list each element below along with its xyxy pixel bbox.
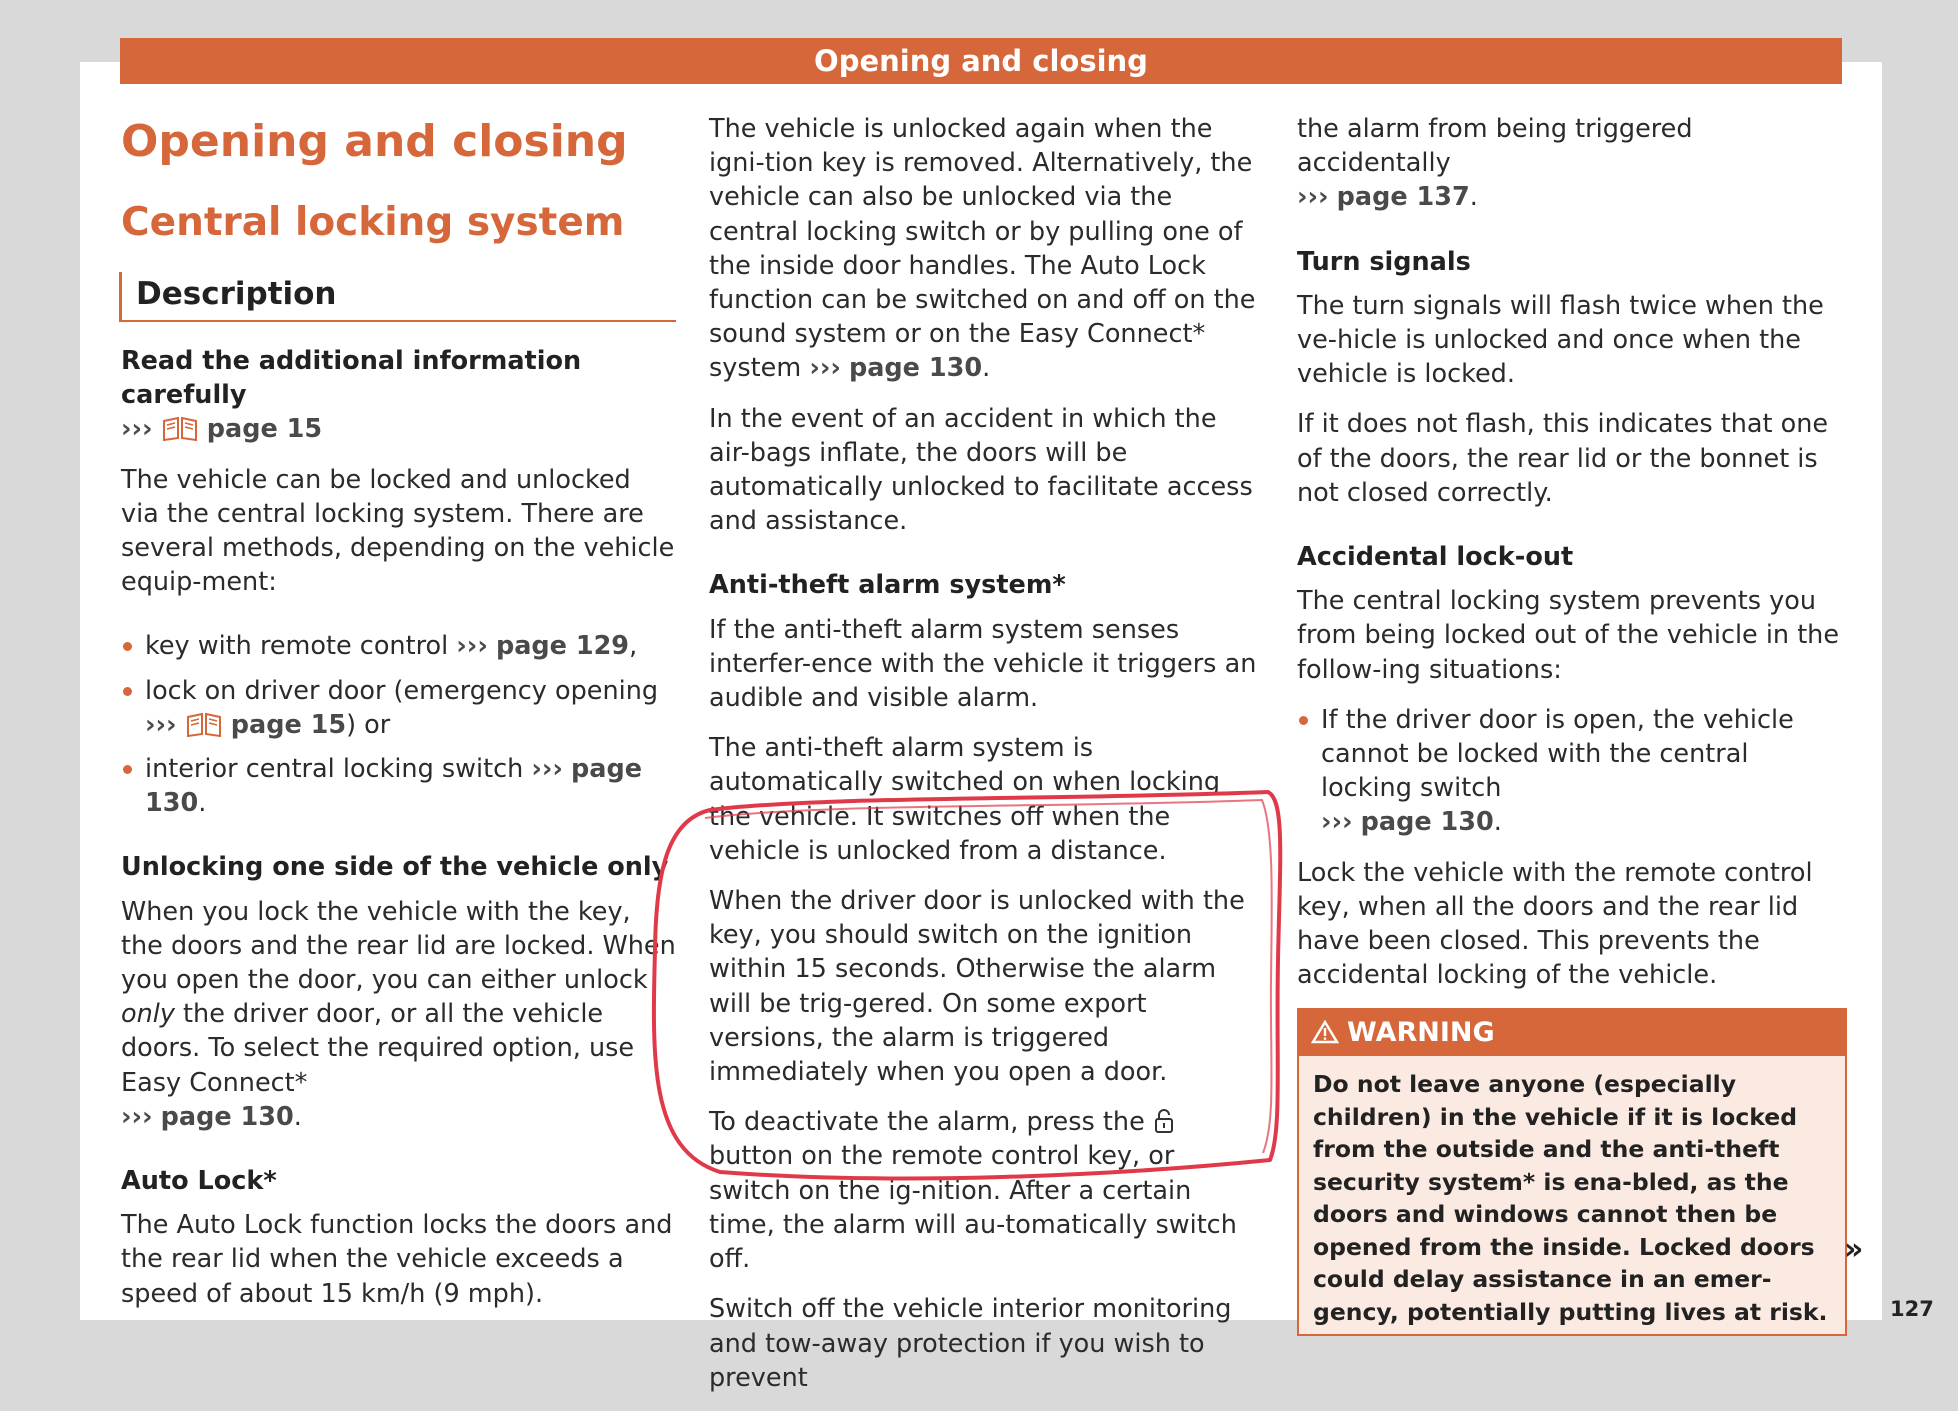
- alarm-paragraph-4: To deactivate the alarm, press the button on the remote control key, or switch on the ig-nition. After a certain time, the alarm will au-tomatically switch off.: [709, 1107, 1237, 1275]
- page-link[interactable]: page 15: [230, 709, 347, 740]
- unlock-icon: [1153, 1108, 1175, 1134]
- lockout-paragraph-2: Lock the vehicle with the remote control key, when all the doors and the rear lid have been closed. This prevents the accidental locking of the vehicle.: [1297, 857, 1813, 991]
- alarm-paragraph-1: If the anti-theft alarm system senses interfer-ence with the vehicle it triggers an audible and visible alarm.: [709, 614, 1257, 714]
- accident-paragraph: In the event of an accident in which the air-bags inflate, the doors will be automatically unlocked to facilitate access and assistance.: [709, 403, 1253, 537]
- header-bar: Opening and closing: [120, 38, 1842, 84]
- turn-signals-heading: Turn signals: [1297, 246, 1471, 277]
- continued-paragraph: the alarm from being triggered accidentally ››› page 137.: [1297, 114, 1693, 213]
- page-link[interactable]: page 130: [145, 754, 643, 819]
- subsection-title: Description: [119, 272, 676, 322]
- list-item: If the driver door is open, the vehicle cannot be locked with the central locking switch ››› page 130.: [1297, 703, 1847, 840]
- turn-paragraph-2: If it does not flash, this indicates that one of the doors, the rear lid or the bonnet is not closed correctly.: [1297, 409, 1829, 508]
- alarm-heading: Anti-theft alarm system*: [709, 570, 1066, 601]
- warning-header: WARNING: [1299, 1010, 1845, 1056]
- page-link[interactable]: page 15: [206, 414, 323, 445]
- unlock-paragraph: When you lock the vehicle with the key, the doors and the rear lid are locked. When you open the door, you can either unlock only the driver door, or all the vehicle doors. To select the required option, use Easy Connect* ››› page 130.: [121, 896, 676, 1132]
- alarm-paragraph-2: The anti-theft alarm system is automatically switched on when locking the vehicle. It switches off when the vehicle is unlocked from a distance.: [709, 733, 1221, 866]
- ref-arrows: ›››: [121, 414, 153, 445]
- autolock-paragraph: The Auto Lock function locks the doors and the rear lid when the vehicle exceeds a speed of about 15 km/h (9 mph).: [121, 1210, 673, 1309]
- continue-mark: »: [1844, 1232, 1864, 1267]
- book-icon: [161, 415, 199, 441]
- lockout-paragraph: The central locking system prevents you from being locked out of the vehicle in the follow-ing situations:: [1297, 586, 1840, 685]
- page-title: Opening and closing: [121, 116, 628, 167]
- methods-list: [121, 629, 676, 820]
- turn-paragraph-1: The turn signals will flash twice when the ve-hicle is unlocked and once when the vehicle is locked.: [1297, 290, 1824, 390]
- lockout-heading: Accidental lock-out: [1297, 542, 1574, 573]
- list-item: interior central locking switch ››› page 130.: [121, 752, 676, 820]
- warning-text: Do not leave anyone (especially children) in the vehicle if it is locked from the outside and the anti-theft security system* is ena-bled, as the doors and windows cannot then be opened from the inside. Locked doors could delay assistance in an emer-gency, potentially putting lives at risk.: [1313, 1070, 1828, 1326]
- list-item: key with remote control ››› page 129,: [121, 629, 676, 663]
- page-link[interactable]: page 130: [160, 1101, 294, 1132]
- autolock-heading: Auto Lock*: [121, 1166, 277, 1197]
- list-item: lock on driver door (emergency opening ››› page 15) or: [121, 674, 676, 742]
- book-icon: [185, 711, 223, 737]
- unlock-again-paragraph: The vehicle is unlocked again when the igni-tion key is removed. Alternatively, the vehicle can also be unlocked via the central locking switch or by pulling one of the inside door handles. The Auto Lock function can be switched on and off on the sound system or on the Easy Connect* system ››› page 130.: [709, 114, 1256, 384]
- column-middle: [709, 112, 1257, 1411]
- lockout-list: [1297, 703, 1847, 840]
- unlock-heading: Unlocking one side of the vehicle only: [121, 852, 669, 883]
- section-title: Central locking system: [121, 200, 625, 245]
- read-info-ref: [121, 412, 676, 446]
- page-number: 127: [1890, 1297, 1934, 1321]
- page-link[interactable]: page 137: [1336, 182, 1470, 213]
- intro-paragraph: The vehicle can be locked and unlocked via the central locking system. There are several methods, depending on the vehicle equip-ment:: [121, 464, 675, 598]
- alarm-paragraph-5: Switch off the vehicle interior monitoring and tow-away protection if you wish to prevent: [709, 1294, 1232, 1393]
- column-left: [121, 112, 676, 1327]
- read-info-heading: Read the additional information carefully: [121, 346, 582, 411]
- warning-icon: [1311, 1020, 1339, 1044]
- page-link[interactable]: page 130: [1360, 807, 1494, 838]
- column-right: [1297, 112, 1847, 1336]
- page-link[interactable]: page 130: [848, 353, 983, 384]
- page-link[interactable]: page 129: [495, 631, 630, 662]
- alarm-paragraph-3: When the driver door is unlocked with the key, you should switch on the ignition within 15 seconds. Otherwise the alarm will be trig-gered. On some export versions, the alarm is triggered immediately when you open a door.: [709, 886, 1245, 1088]
- warning-box: [1297, 1008, 1847, 1336]
